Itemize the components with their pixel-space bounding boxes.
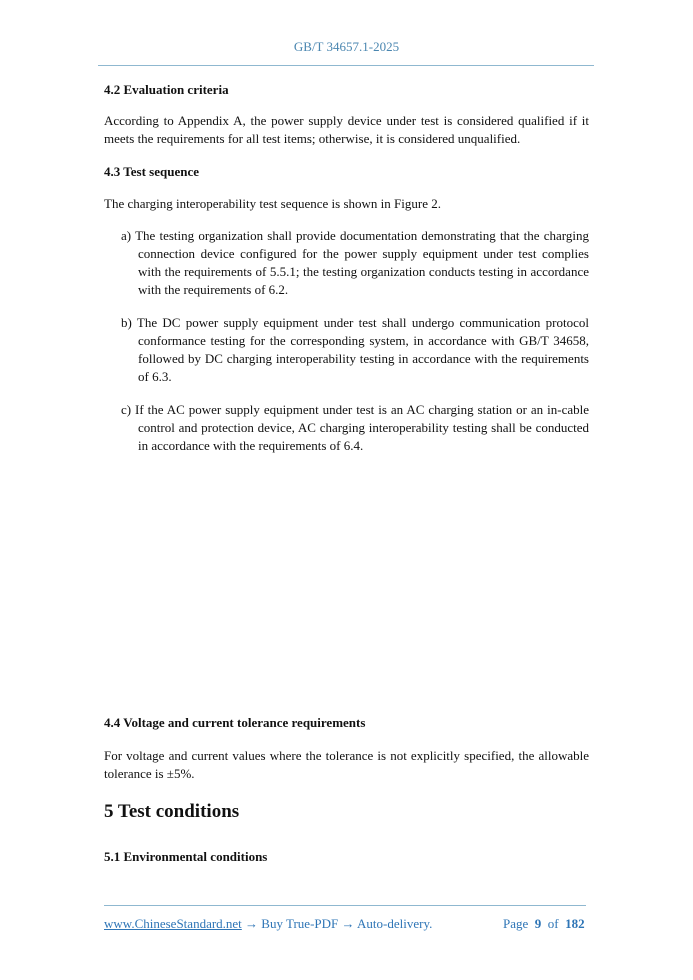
footer-promo-text: → Buy True-PDF → Auto-delivery. [241, 916, 433, 931]
page-label: Page [503, 916, 529, 931]
total-pages: 182 [565, 916, 585, 931]
chapter-heading-5: 5 Test conditions [104, 801, 240, 822]
section-paragraph-4-3: The charging interoperability test sequence is shown in Figure 2. [104, 196, 441, 211]
section-heading-5-1: 5.1 Environmental conditions [104, 849, 268, 864]
section-heading-4-3: 4.3 Test sequence [104, 164, 199, 179]
document-id-header: GB/T 34657.1-2025 [293, 39, 400, 54]
page-indicator [503, 916, 585, 932]
footer-promo [104, 916, 432, 932]
section-heading-4-2: 4.2 Evaluation criteria [104, 82, 229, 97]
footer-divider [104, 905, 586, 906]
of-label: of [547, 916, 559, 931]
section-paragraph-4-4: For voltage and current values where the tolerance is not explicitly specified, the allowable tolerance is ±5%. [104, 748, 589, 781]
header-divider [98, 65, 594, 66]
list-item-c: c) If the AC power supply equipment under test is an AC charging station or an in-cable control and protection device, AC charging interoperability testing shall be conducted in accordance with the requirements of 6.4. [121, 402, 589, 453]
section-heading-4-4: 4.4 Voltage and current tolerance requirements [104, 715, 366, 730]
section-paragraph-4-2: According to Appendix A, the power supply device under test is considered qualified if it meets the requirements for all test items; otherwise, it is considered unqualified. [104, 113, 589, 146]
website-link[interactable]: www.ChineseStandard.net [104, 916, 242, 931]
list-item-a: a) The testing organization shall provide documentation demonstrating that the charging connection device configured for the power supply equipment under test complies with the requirements of 5.5.1; the testing organization conducts testing in accordance with the requirements of 6.2. [121, 228, 589, 297]
page-number: 9 [534, 916, 542, 931]
list-item-b: b) The DC power supply equipment under test shall undergo communication protocol conformance testing for the corresponding system, in accordance with GB/T 34658, followed by DC charging interoperability testing in accordance with the requirements of 6.3. [121, 315, 589, 384]
